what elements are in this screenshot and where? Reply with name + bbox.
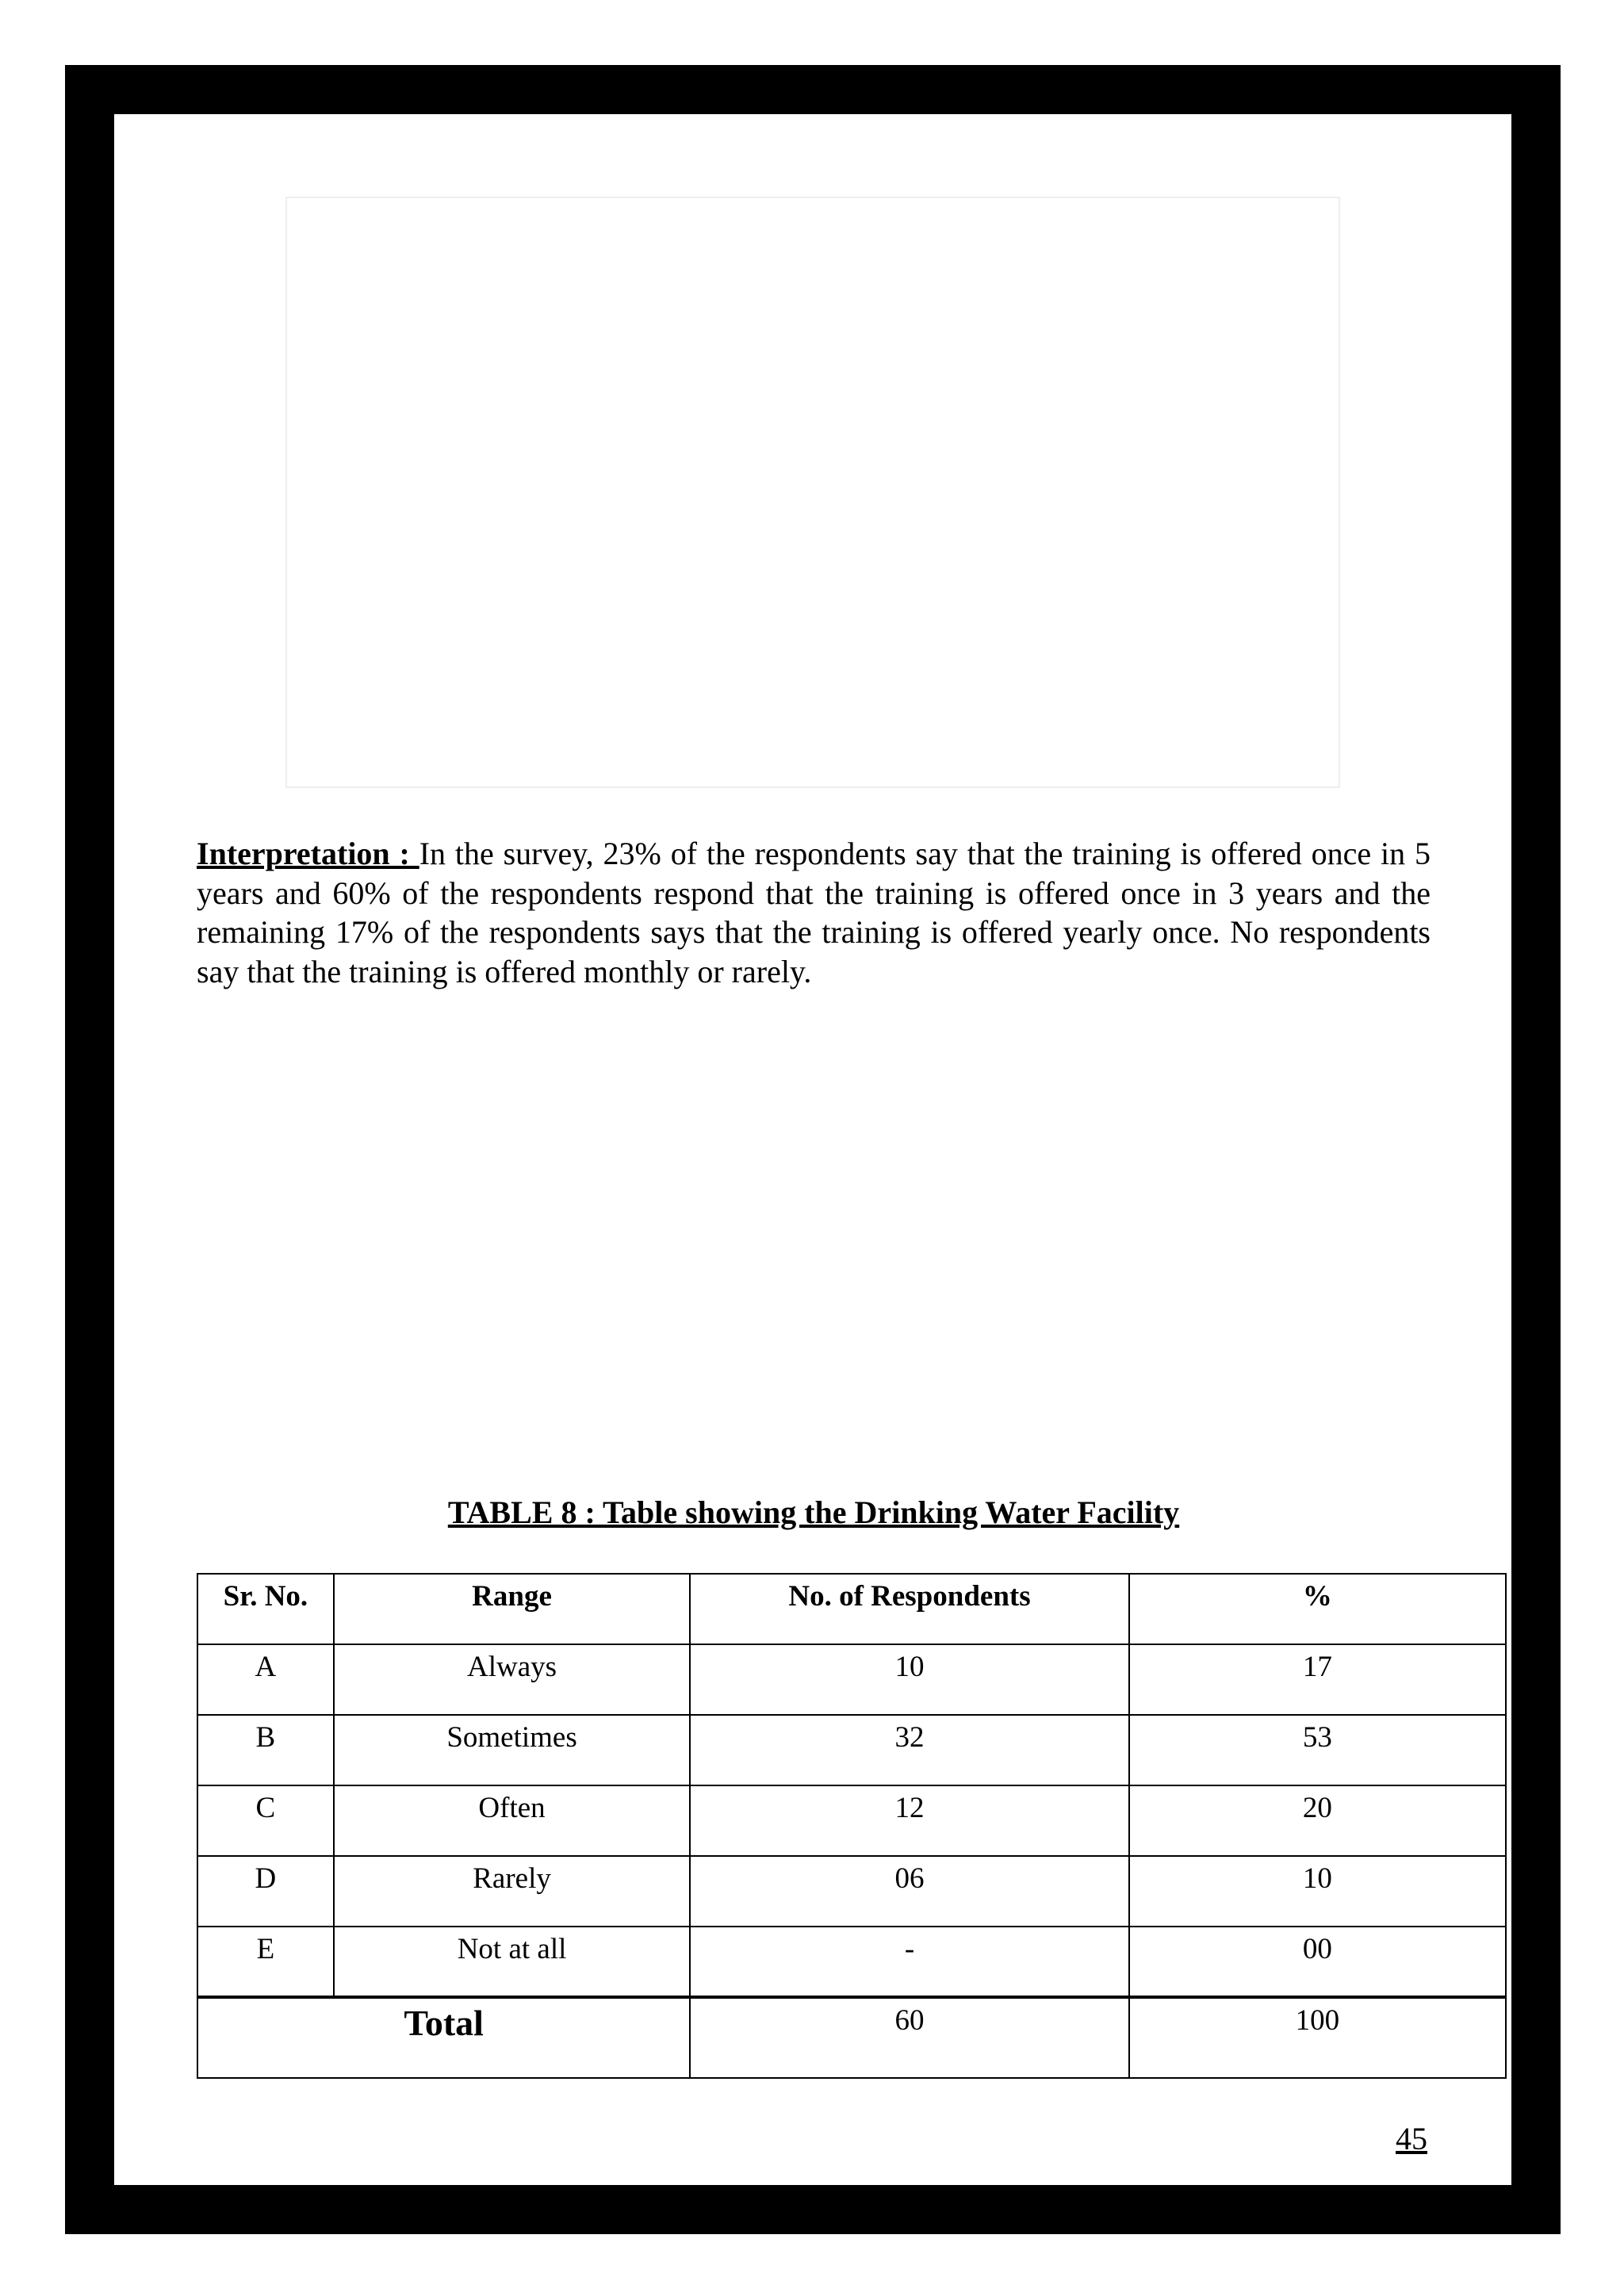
cell-percent: 53 xyxy=(1129,1715,1506,1785)
cell-sr-no: C xyxy=(197,1785,334,1856)
cell-range: Sometimes xyxy=(334,1715,691,1785)
cell-respondents: - xyxy=(690,1927,1128,1997)
table-total-row xyxy=(197,1997,1506,2078)
cell-range: Rarely xyxy=(334,1856,691,1927)
total-percent: 100 xyxy=(1129,1997,1506,2078)
cell-percent: 10 xyxy=(1129,1856,1506,1927)
interpretation-text: In the survey, 23% of the respondents say that the training is offered once in 5 years and 60% of the respondents respond that the training is offered once in 3 years and the remaining 17% of the respondents says that the training is offered yearly once. No respondents say that the training is offered monthly or rarely. xyxy=(197,836,1431,989)
table-row xyxy=(197,1856,1506,1927)
header-sr-no: Sr. No. xyxy=(197,1574,334,1644)
cell-sr-no: A xyxy=(197,1644,334,1715)
drinking-water-table xyxy=(197,1573,1507,2079)
interpretation-paragraph xyxy=(197,834,1431,991)
page-number: 45 xyxy=(1396,2121,1427,2156)
cell-range: Not at all xyxy=(334,1927,691,1997)
cell-percent: 00 xyxy=(1129,1927,1506,1997)
cell-percent: 20 xyxy=(1129,1785,1506,1856)
table-row xyxy=(197,1644,1506,1715)
cell-sr-no: B xyxy=(197,1715,334,1785)
cell-respondents: 32 xyxy=(690,1715,1128,1785)
cell-respondents: 06 xyxy=(690,1856,1128,1927)
total-respondents: 60 xyxy=(690,1997,1128,2078)
header-range: Range xyxy=(334,1574,691,1644)
total-label: Total xyxy=(197,1997,690,2078)
table-caption: TABLE 8 : Table showing the Drinking Water Facility xyxy=(447,1494,1180,1530)
cell-range: Always xyxy=(334,1644,691,1715)
cell-respondents: 12 xyxy=(690,1785,1128,1856)
table-row xyxy=(197,1785,1506,1856)
cell-percent: 17 xyxy=(1129,1644,1506,1715)
cell-sr-no: E xyxy=(197,1927,334,1997)
table-row xyxy=(197,1715,1506,1785)
blank-chart-area xyxy=(285,197,1340,788)
header-percent: % xyxy=(1129,1574,1506,1644)
cell-range: Often xyxy=(334,1785,691,1856)
cell-sr-no: D xyxy=(197,1856,334,1927)
cell-respondents: 10 xyxy=(690,1644,1128,1715)
interpretation-label: Interpretation : xyxy=(197,836,419,871)
table-header-row xyxy=(197,1574,1506,1644)
table-row xyxy=(197,1927,1506,1997)
header-respondents: No. of Respondents xyxy=(690,1574,1128,1644)
